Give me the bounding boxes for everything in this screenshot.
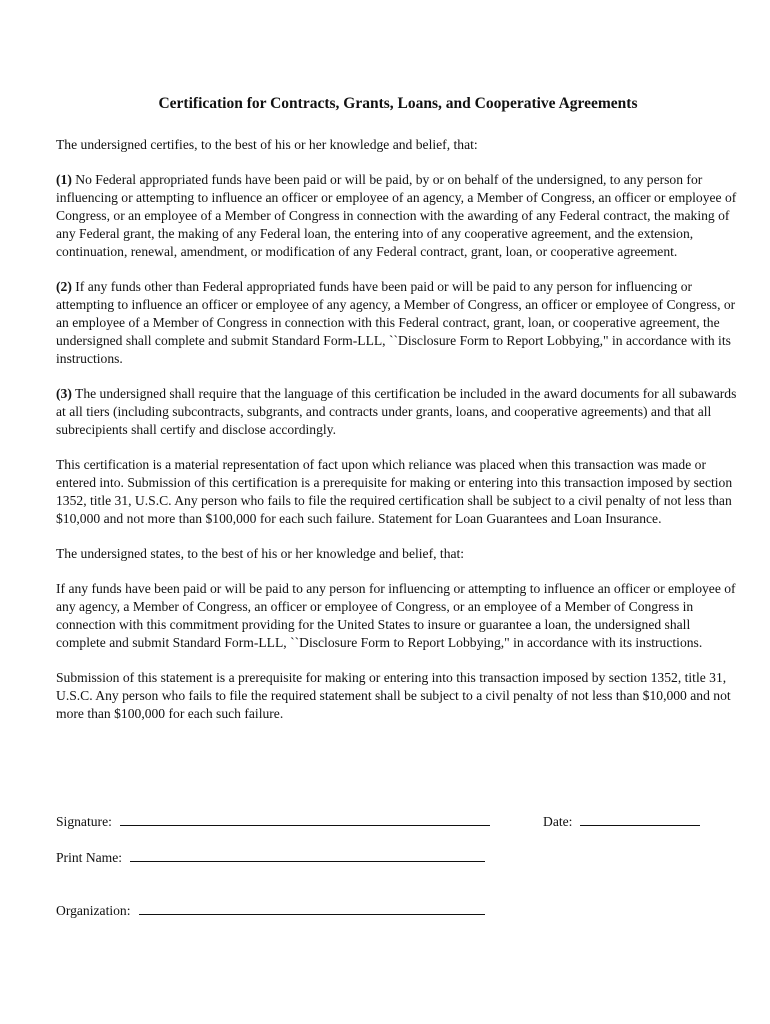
signature-row — [56, 811, 490, 831]
clause-3 — [56, 385, 740, 439]
date-row — [543, 811, 700, 831]
date-field[interactable] — [580, 811, 700, 826]
loan-guarantee-paragraph: If any funds have been paid or will be paid to any person for influencing or attempting to influence an officer or employee of any agency, a Member of Congress, an officer or employee of Congress, or an employee of a Member of Congress in connection with this commitment providing for the United States to insure or guarantee a loan, the undersigned shall complete and submit Standard Form-LLL, ``Disclosure Form to Report Lobbying," in accordance with its instructions. — [56, 581, 736, 650]
intro-paragraph: The undersigned certifies, to the best of his or her knowledge and belief, that: — [56, 137, 478, 152]
document-title: Certification for Contracts, Grants, Loans, and Cooperative Agreements — [158, 95, 638, 112]
clause-1-marker: (1) — [56, 172, 72, 187]
print-name-field[interactable] — [130, 847, 485, 862]
clause-2-text: If any funds other than Federal appropriated funds have been paid or will be paid to any person for influencing or attempting to influence an officer or employee of any agency, a Member of Congress, an officer or employee of Congress, or an employee of a Member of Congress in connection with this Federal contract, grant, loan, or cooperative agreement, the undersigned shall complete and submit Standard Form-LLL, ``Disclosure Form to Report Lobbying," in accordance with its instructions. — [56, 279, 736, 366]
states-intro-paragraph: The undersigned states, to the best of his or her knowledge and belief, that: — [56, 546, 465, 561]
organization-field[interactable] — [139, 900, 485, 915]
clause-1 — [56, 171, 740, 261]
signature-field[interactable] — [120, 811, 490, 826]
organization-row — [56, 900, 485, 920]
clause-2 — [56, 278, 740, 368]
certification-document — [56, 94, 740, 740]
statement-penalty-paragraph: Submission of this statement is a prerequisite for making or entering into this transaction imposed by section 1352, title 31, U.S.C. Any person who fails to file the required statement shall be subject to a civil penalty of not less than $10,000 and not more than $100,000 for each such failure. — [56, 670, 731, 721]
clause-3-marker: (3) — [56, 386, 72, 401]
date-label: Date: — [543, 814, 573, 829]
clause-3-text: The undersigned shall require that the language of this certification be included in the award documents for all subawards at all tiers (including subcontracts, subgrants, and contracts under grants, loans, and cooperative agreements) and that all subrecipients shall certify and disclose accordingly. — [56, 386, 737, 437]
clause-2-marker: (2) — [56, 279, 72, 294]
clause-1-text: No Federal appropriated funds have been paid or will be paid, by or on behalf of the undersigned, to any person for influencing or attempting to influence an officer or employee of an agency, a Member of Congress, an officer or employee of Congress, or an employee of a Member of Congress in connection with the awarding of any Federal contract, the making of any Federal grant, the making of any Federal loan, the entering into of any cooperative agreement, and the extension, continuation, renewal, amendment, or modification of any Federal contract, grant, loan, or cooperative agreement. — [56, 172, 737, 259]
signature-label: Signature: — [56, 814, 112, 829]
print-name-label: Print Name: — [56, 850, 123, 865]
print-name-row — [56, 847, 485, 867]
material-representation-paragraph: This certification is a material representation of fact upon which reliance was placed when this transaction was made or entered into. Submission of this certification is a prerequisite for making or entering into this transaction imposed by section 1352, title 31, U.S.C. Any person who fails to file the required certification shall be subject to a civil penalty of not less than $10,000 and not more than $100,000 for each such failure. Statement for Loan Guarantees and Loan Insurance. — [56, 457, 733, 526]
organization-label: Organization: — [56, 903, 131, 918]
